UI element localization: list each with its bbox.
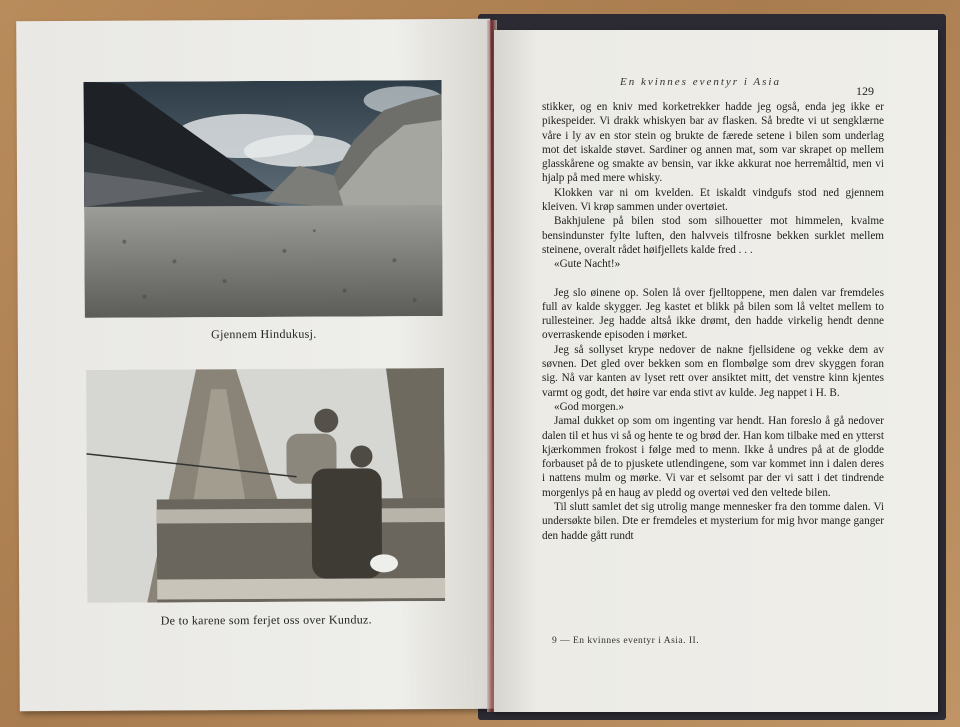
paragraph: «Gute Nacht!» — [554, 258, 621, 271]
top-photo-caption: Gjennem Hindukusj. — [211, 326, 317, 342]
paragraph: Bakhjulene på bilen stod som silhouetter mot himmelen, kvalme bensindunster fylte luften, den halvveis tilfrosne bekken surklet mellem steinene, overalt rådet høifjellets kalde fred . . . — [542, 215, 884, 256]
bottom-photo-caption: De to karene som ferjet oss over Kunduz. — [160, 612, 373, 628]
signature-footer: 9 — En kvinnes eventyr i Asia. II. — [552, 636, 700, 646]
paragraph: Jeg slo øinene op. Solen lå over fjelltoppene, men dalen var fremdeles full av kalde skygger. Jeg kastet et blikk på bilen som lå veltet mellem to rullesteiner. Jeg hadde altså ikke drømt, den hadde virkelig hendt denne overraskende episoden i mørket. — [542, 286, 884, 342]
paragraph: Klokken var ni om kvelden. Et iskaldt vindgufs stod ned gjennem kleiven. Vi krøp sammen under overtøiet. — [542, 186, 884, 214]
paragraph: stikker, og en kniv med korketrekker hadde jeg også, enda jeg ikke er pikespeider. Vi drakk whiskyen bar av flasken. Så bredte vi ut sengklærne våre i ly av en stor stein og brukte de færede setene i bilen som underlag mot det iskalde støvet. Sardiner og annen mat, som var skrapet op mellem glasskårene og smakte av bensin, var ikke akkurat noe herremåltid, men vi hjalp på med mere whisky. — [542, 101, 884, 185]
left-page — [16, 19, 494, 711]
paragraph: Jeg så sollyset krype nedover de nakne fjellsidene og vekke dem av søvnen. Det gled over bekken som en flombølge som drev skyggen foran sig. Nå var kanten av lyset rett over ansiktet mitt, det venstre kinn kjentes varmt og godt, det høire var enda stivt av kulde. Jeg nappet i H. B. — [542, 343, 884, 399]
page-number: 129 — [856, 84, 874, 98]
paragraph: «God morgen.» — [554, 400, 625, 413]
boatmen-photo — [86, 368, 445, 603]
body-text — [542, 100, 884, 543]
paragraph: Jamal dukket op som om ingenting var hendt. Han foreslo å gå nedover dalen til et hus vi så og hente te og brød der. Han kom tilbake med en ytterst kjærkommen frokost i følge med to menn. Ikke å undres på at de glodde forbauset på de to pjuskete utlendingene, som var kommet inn i dalen deres i nattens mulm og mørke. Vi var et selsomt par der vi satt i det tindrende morgenlys på en haug av pledd og overtøi ved den veltede bilen. — [542, 415, 884, 499]
running-head: En kvinnes eventyr i Asia — [620, 76, 781, 88]
mountain-photo — [84, 80, 443, 318]
paragraph: Til slutt samlet det sig utrolig mange mennesker fra den tomme dalen. Vi undersøkte bilen. Dte er fremdeles et mysterium for mig hvor mange ganger den hadde gått rundt — [542, 501, 884, 542]
